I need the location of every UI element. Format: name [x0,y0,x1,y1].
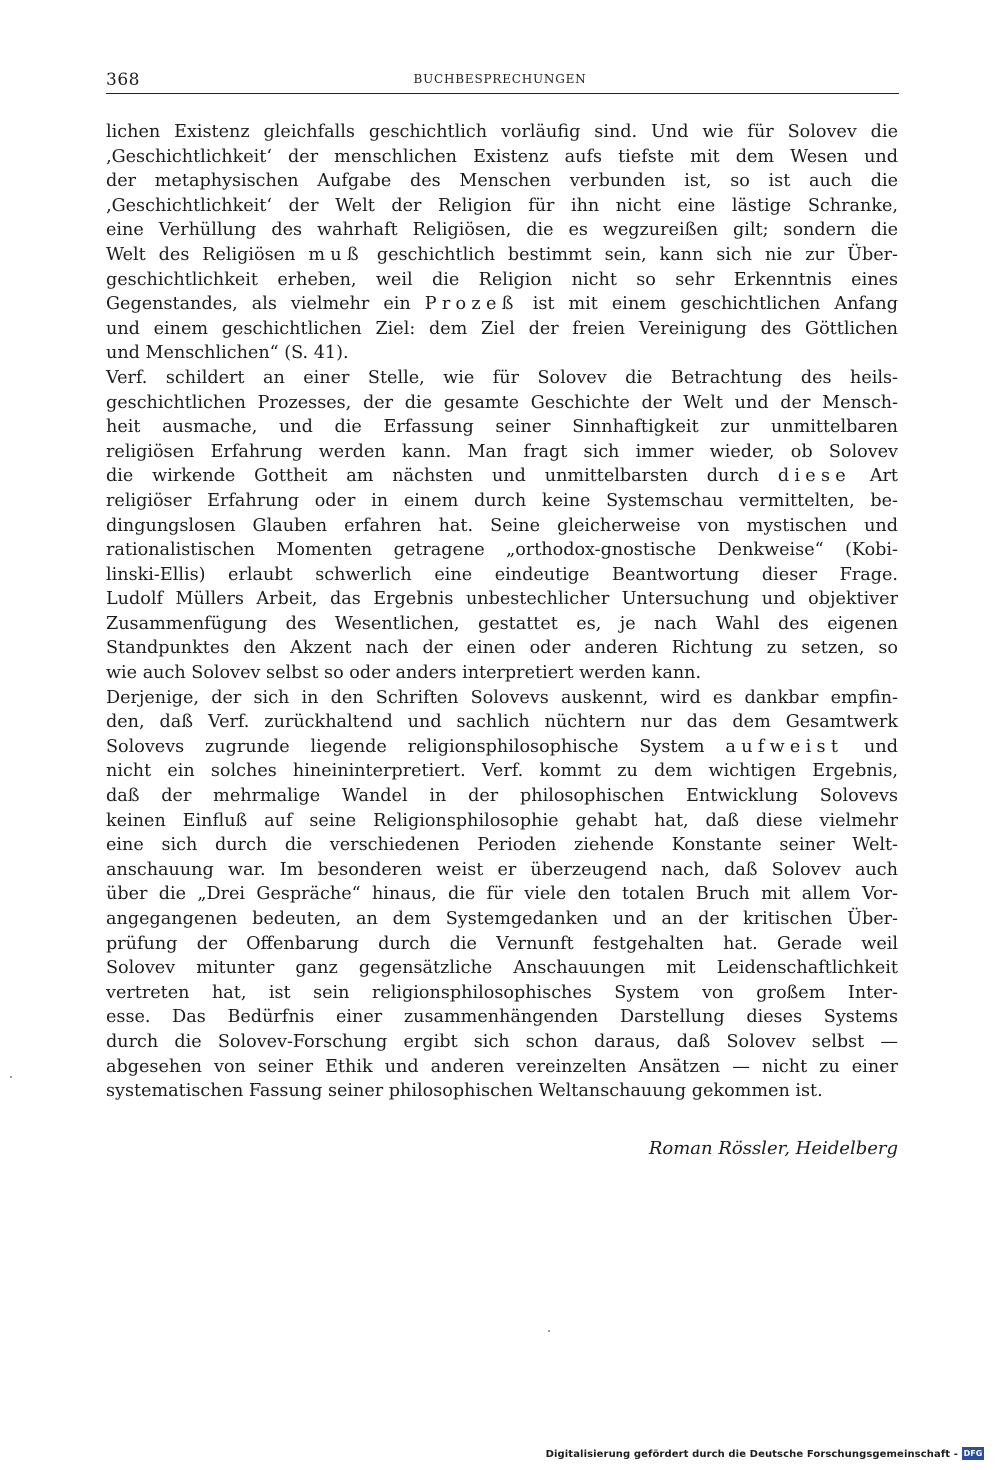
emphasized-word: aufweist [725,736,844,757]
text-line [106,735,898,760]
emphasized-word: diese [777,466,851,487]
text-line: und Menschlichen“ (S. 41). [106,343,349,364]
text-line: Verf. schildert an einer Stelle, wie für Solovev die Betrachtung des heils- [106,367,898,388]
text-line: Derjenige, der sich in den Schriften Solovevs auskennt, wird es dankbar empfin- [106,687,898,708]
review-author-signature: Roman Rössler, Heidelberg [648,1138,898,1159]
text-line: prüfung der Offenbarung durch die Vernunft festgehalten hat. Gerade weil [106,933,898,954]
text-line: religiösen Erfahrung werden kann. Man fragt sich immer wieder, ob Solovev [106,441,898,462]
text-line: religiöser Erfahrung oder in einem durch keine Systemschau vermittelten, be- [106,490,898,511]
text-line: ‚Geschichtlichkeit‘ der menschlichen Existenz aufs tiefste mit dem Wesen und [106,146,898,167]
funding-note: Digitalisierung gefördert durch die Deutsche Forschungsgemeinschaft - [545,1449,958,1460]
text-line: wie auch Solovev selbst so oder anders interpretiert werden kann. [106,663,702,684]
text-line: keinen Einfluß auf seine Religionsphilosophie gehabt hat, daß diese vielmehr [106,810,898,831]
text-line: geschichtlichen Prozesses, der die gesamte Geschichte der Welt und der Mensch- [106,392,898,413]
text-line: Standpunktes den Akzent nach der einen oder anderen Richtung zu setzen, so [106,638,898,659]
text-line: Ludolf Müllers Arbeit, das Ergebnis unbestechlicher Untersuchung und objektiver [106,589,898,610]
margin-speck [10,1076,12,1078]
text-line: esse. Das Bedürfnis einer zusammenhängenden Darstellung dieses Systems [106,1007,898,1028]
emphasized-word: Prozeß [424,294,519,315]
text-segment: und [843,736,898,757]
text-line: Zusammenfügung des Wesentlichen, gestattet es, je nach Wahl des eigenen [106,613,898,634]
text-line: geschichtlichkeit erheben, weil die Religion nicht so sehr Erkenntnis eines [106,269,898,290]
text-line: lichen Existenz gleichfalls geschichtlich vorläufig sind. Und wie für Solovev die [106,122,898,142]
text-line: Solovev mitunter ganz gegensätzliche Anschauungen mit Leidenschaftlichkeit [106,958,898,979]
text-line: daß der mehrmalige Wandel in der philosophischen Entwicklung Solovevs [106,786,898,807]
text-line: und einem geschichtlichen Ziel: dem Ziel der freien Vereinigung des Göttlichen [106,318,898,339]
text-line: angegangenen bedeuten, an dem Systemgedanken und an der kritischen Über- [106,909,898,929]
text-segment: ist mit einem geschichtlichen Anfang [518,294,898,315]
text-line: eine Verhüllung des wahrhaft Religiösen, die es wegzureißen gilt; sondern die [106,220,898,241]
text-segment: die wirkende Gottheit am nächsten und unmittelbarsten durch [106,466,778,487]
text-segment: Art [850,466,899,487]
text-segment: Gegenstandes, als vielmehr ein [106,294,425,315]
text-segment: geschichtlich bestimmt sein, kann sich nie zur Über- [363,244,898,265]
text-line: anschauung war. Im besonderen weist er überzeugend nach, daß Solovev auch [106,859,898,880]
emphasized-word: muß [308,244,364,265]
text-line: rationalistischen Momenten getragene „orthodox-gnostische Denkweise“ (Kobi- [106,540,898,561]
text-line: nicht ein solches hineininterpretiert. Verf. kommt zu dem wichtigen Ergebnis, [106,761,898,782]
text-segment: Solovevs zugrunde liegende religionsphilosophische System [106,736,726,757]
text-line: durch die Solovev-Forschung ergibt sich schon daraus, daß Solovev selbst — [106,1031,898,1052]
text-line: vertreten hat, ist sein religionsphilosophisches System von großem Inter- [106,982,898,1003]
text-line: ‚Geschichtlichkeit‘ der Welt der Religion für ihn nicht eine lästige Schranke, [106,195,898,216]
text-line: heit ausmache, und die Erfassung seiner Sinnhaftigkeit zur unmittelbaren [106,417,898,438]
text-line: über die „Drei Gespräche“ hinaus, die für viele den totalen Bruch mit allem Vor- [106,884,898,905]
text-line: den, daß Verf. zurückhaltend und sachlich nüchtern nur das dem Gesamtwerk [106,712,898,733]
header-rule [106,93,899,94]
page-number: 368 [106,70,140,90]
margin-speck [548,1330,550,1332]
text-line: systematischen Fassung seiner philosophischen Weltanschauung gekommen ist. [106,1081,823,1102]
text-segment: Welt des Religiösen [106,244,309,265]
text-line: dingungslosen Glauben erfahren hat. Seine gleicherweise von mystischen und [106,515,898,536]
text-line: der metaphysischen Aufgabe des Menschen verbunden ist, so ist auch die [106,171,898,192]
text-line [106,292,898,317]
dfg-logo: DFG [963,1449,983,1458]
text-line: abgesehen von seiner Ethik und anderen vereinzelten Ansätzen — nicht zu einer [106,1056,898,1077]
review-body-text [106,120,898,1104]
text-line [106,464,898,489]
running-head: BUCHBESPRECHUNGEN [413,72,587,86]
text-line [106,243,898,268]
text-line: eine sich durch die verschiedenen Perioden ziehende Konstante seiner Welt- [106,835,898,856]
text-line: linski-Ellis) erlaubt schwerlich eine eindeutige Beantwortung dieser Frage. [106,564,898,585]
